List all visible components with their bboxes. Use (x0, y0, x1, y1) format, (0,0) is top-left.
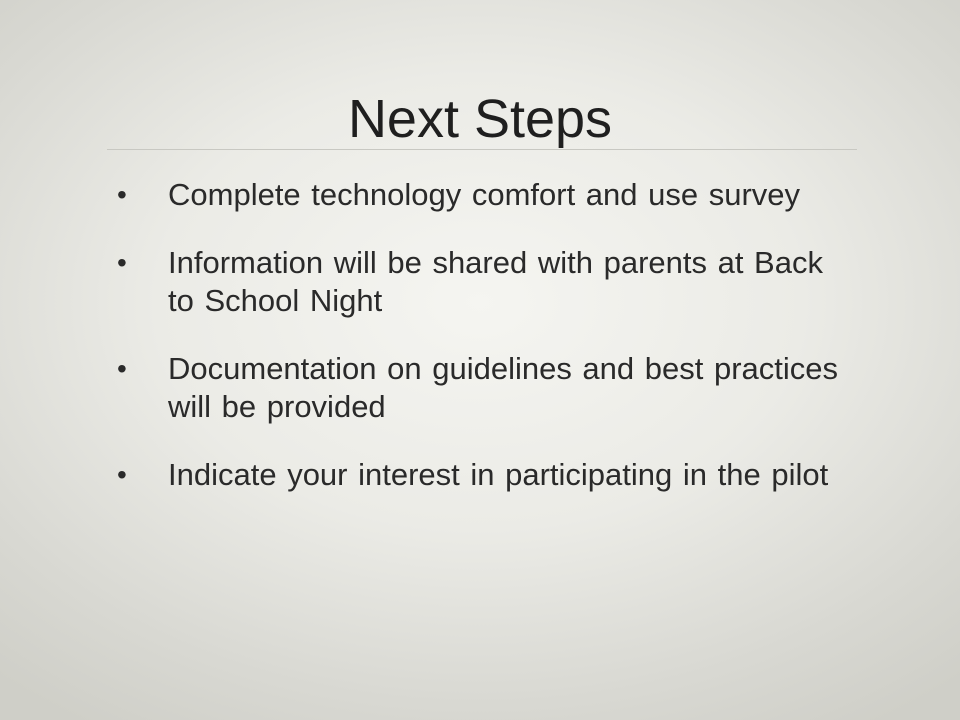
slide-title: Next Steps (347, 89, 613, 149)
bullet-item (0, 244, 960, 320)
bullet-item (0, 176, 960, 214)
bullet-dot-icon: • (117, 353, 127, 384)
bullet-list (0, 176, 960, 524)
title-divider (107, 149, 857, 150)
bullet-text: Indicate your interest in participating in the pilot (168, 457, 829, 492)
bullet-text: Information will be shared with parents at Back to School Night (168, 245, 823, 318)
bullet-text: Documentation on guidelines and best practices will be provided (168, 351, 839, 424)
bullet-dot-icon: • (117, 459, 127, 490)
bullet-item (0, 350, 960, 426)
bullet-text: Complete technology comfort and use survey (168, 177, 801, 212)
bullet-item (0, 456, 960, 494)
bullet-dot-icon: • (117, 179, 127, 210)
bullet-dot-icon: • (117, 247, 127, 278)
